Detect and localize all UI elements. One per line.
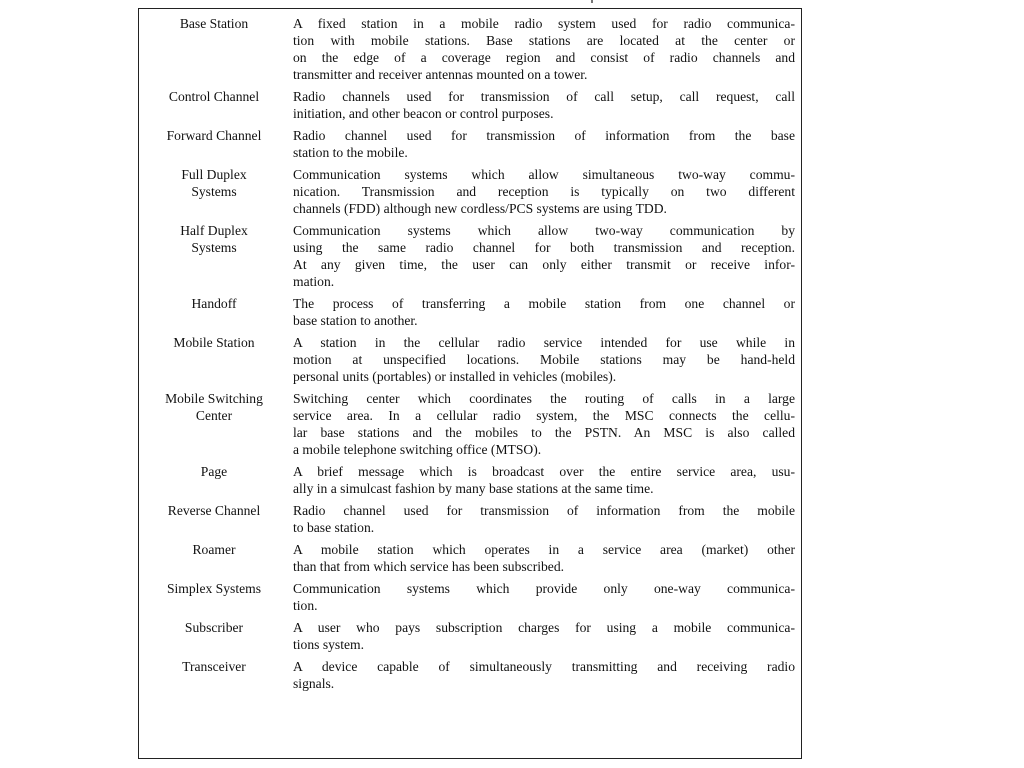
glossary-definition <box>293 390 795 463</box>
glossary-table <box>143 15 795 697</box>
glossary-definition-line: tion with mobile stations. Base stations are located at the center or <box>293 33 795 48</box>
glossary-definition <box>293 580 795 619</box>
glossary-term-line: Full Duplex <box>181 167 247 182</box>
glossary-row <box>143 334 795 390</box>
glossary-term-line: Forward Channel <box>166 128 262 143</box>
glossary-definition-line: station to the mobile. <box>293 145 408 160</box>
glossary-definition-line: mation. <box>293 274 335 289</box>
glossary-term-line: Systems <box>191 240 237 255</box>
glossary-definition <box>293 334 795 390</box>
glossary-row <box>143 390 795 463</box>
glossary-definition-line: A mobile station which operates in a service area (market) other <box>293 542 795 557</box>
glossary-definition-line: transmitter and receiver antennas mounted on a tower. <box>293 67 588 82</box>
glossary-definition-line: Communication systems which allow simultaneous two-way commu- <box>293 167 795 182</box>
glossary-term <box>143 15 293 88</box>
glossary-term <box>143 295 293 334</box>
glossary-term-line: Roamer <box>192 542 236 557</box>
glossary-row <box>143 502 795 541</box>
glossary-definition <box>293 541 795 580</box>
glossary-definition-line: than that from which service has been subscribed. <box>293 559 565 574</box>
glossary-table-body <box>143 15 795 697</box>
glossary-term <box>143 580 293 619</box>
glossary-term <box>143 390 293 463</box>
glossary-term-line: Half Duplex <box>180 223 248 238</box>
glossary-definition-line: ally in a simulcast fashion by many base stations at the same time. <box>293 481 654 496</box>
glossary-definition-line: initiation, and other beacon or control purposes. <box>293 106 554 121</box>
glossary-table-frame <box>138 8 802 759</box>
glossary-definition-line: Radio channels used for transmission of call setup, call request, call <box>293 89 795 104</box>
glossary-term-line: Reverse Channel <box>167 503 261 518</box>
glossary-definition-line: to base station. <box>293 520 375 535</box>
glossary-term-line: Center <box>195 408 233 423</box>
glossary-term-line: Mobile Station <box>173 335 255 350</box>
glossary-definition-line: A fixed station in a mobile radio system used for radio communica- <box>293 16 795 31</box>
glossary-definition-line: signals. <box>293 676 335 691</box>
glossary-term-line: Page <box>200 464 228 479</box>
glossary-term-line: Mobile Switching <box>165 391 263 406</box>
glossary-row <box>143 580 795 619</box>
top-edge-mark <box>591 0 593 3</box>
glossary-term-line: Simplex Systems <box>166 581 262 596</box>
glossary-definition-line: Communication systems which allow two-way communication by <box>293 223 795 238</box>
glossary-term <box>143 222 293 295</box>
glossary-term-line: Transceiver <box>182 659 246 674</box>
glossary-definition-line: A device capable of simultaneously transmitting and receiving radio <box>293 659 795 674</box>
glossary-row <box>143 15 795 88</box>
glossary-definition-line: A station in the cellular radio service intended for use while in <box>293 335 795 350</box>
glossary-definition-line: A brief message which is broadcast over the entire service area, usu- <box>293 464 795 479</box>
glossary-term <box>143 658 293 697</box>
glossary-term-line: Control Channel <box>168 89 260 104</box>
glossary-definition-line: Radio channel used for transmission of information from the mobile <box>293 503 795 518</box>
glossary-definition-line: base station to another. <box>293 313 418 328</box>
glossary-definition <box>293 88 795 127</box>
glossary-row <box>143 166 795 222</box>
glossary-definition-line: personal units (portables) or installed in vehicles (mobiles). <box>293 369 617 384</box>
glossary-row <box>143 88 795 127</box>
glossary-definition-line: At any given time, the user can only either transmit or receive infor- <box>293 257 795 272</box>
glossary-row <box>143 619 795 658</box>
glossary-term-line: Handoff <box>191 296 237 311</box>
glossary-definition-line: a mobile telephone switching office (MTSO). <box>293 442 542 457</box>
glossary-definition-line: Radio channel used for transmission of information from the base <box>293 128 795 143</box>
glossary-row <box>143 222 795 295</box>
glossary-definition <box>293 658 795 697</box>
glossary-definition-line: motion at unspecified locations. Mobile stations may be hand-held <box>293 352 795 367</box>
glossary-term <box>143 502 293 541</box>
glossary-definition <box>293 463 795 502</box>
glossary-row <box>143 295 795 334</box>
glossary-definition-line: on the edge of a coverage region and consist of radio channels and <box>293 50 795 65</box>
glossary-term <box>143 166 293 222</box>
glossary-definition-line: Switching center which coordinates the routing of calls in a large <box>293 391 795 406</box>
glossary-definition-line: tion. <box>293 598 318 613</box>
glossary-term <box>143 88 293 127</box>
glossary-term <box>143 127 293 166</box>
glossary-definition <box>293 222 795 295</box>
glossary-term <box>143 619 293 658</box>
glossary-definition <box>293 502 795 541</box>
glossary-term-line: Subscriber <box>184 620 244 635</box>
glossary-definition-line: Communication systems which provide only one-way communica- <box>293 581 795 596</box>
glossary-term-line: Systems <box>191 184 237 199</box>
glossary-definition <box>293 619 795 658</box>
glossary-definition-line: service area. In a cellular radio system, the MSC connects the cellu- <box>293 408 795 423</box>
glossary-definition-line: tions system. <box>293 637 364 652</box>
glossary-definition <box>293 127 795 166</box>
glossary-term <box>143 463 293 502</box>
glossary-row <box>143 463 795 502</box>
glossary-definition-line: using the same radio channel for both transmission and reception. <box>293 240 795 255</box>
glossary-definition-line: channels (FDD) although new cordless/PCS systems are using TDD. <box>293 201 667 216</box>
glossary-definition-line: lar base stations and the mobiles to the PSTN. An MSC is also called <box>293 425 795 440</box>
glossary-definition <box>293 295 795 334</box>
glossary-definition-line: nication. Transmission and reception is typically on two different <box>293 184 795 199</box>
glossary-row <box>143 658 795 697</box>
glossary-term-line: Base Station <box>179 16 249 31</box>
glossary-definition-line: The process of transferring a mobile station from one channel or <box>293 296 795 311</box>
glossary-definition <box>293 166 795 222</box>
glossary-definition <box>293 15 795 88</box>
glossary-row <box>143 541 795 580</box>
glossary-row <box>143 127 795 166</box>
glossary-definition-line: A user who pays subscription charges for using a mobile communica- <box>293 620 795 635</box>
glossary-term <box>143 334 293 390</box>
glossary-term <box>143 541 293 580</box>
